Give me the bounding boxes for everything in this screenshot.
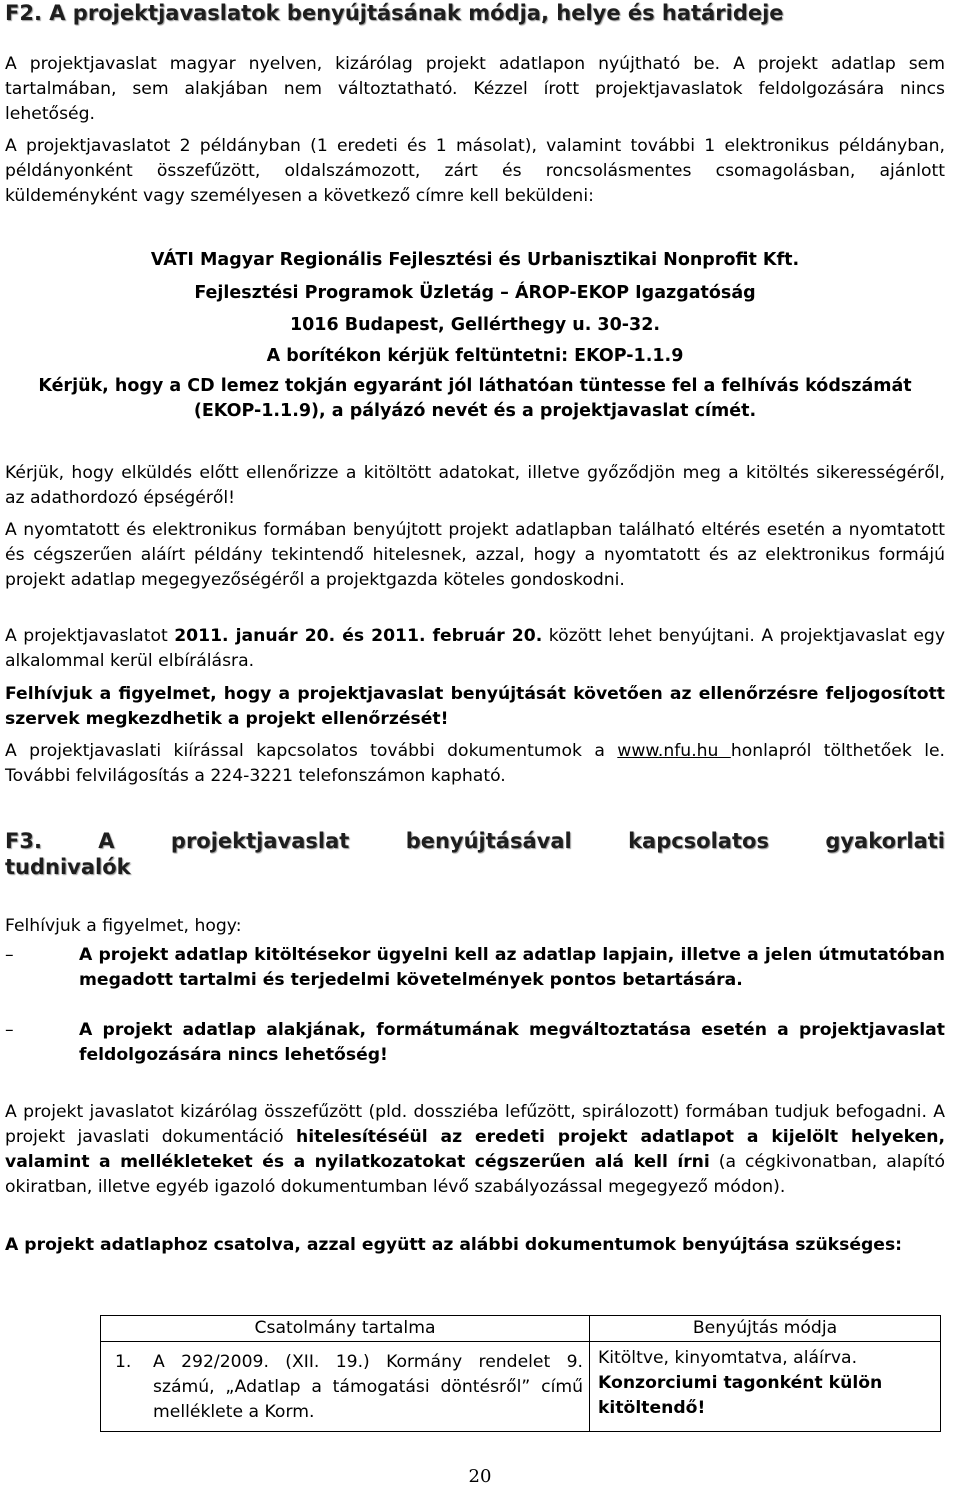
paragraph-language: A projektjavaslat magyar nyelven, kizárólag projekt adatlapon nyújtható be. A projekt adatlap sem tartalmában, sem alakjában nem változtatható. Kézzel írott projektjavaslatok feldolgozására nincs lehetőség. [5, 54, 945, 124]
section-heading-f3-line1 [5, 828, 945, 854]
table-row [101, 1342, 941, 1432]
attachment-description: A 292/2009. (XII. 19.) Kormány rendelet 9. számú, „Adatlap a támogatási döntésről” című melléklete a Korm. [153, 1352, 583, 1422]
address-envelope-note: A borítékon kérjük feltüntetni: EKOP-1.1.9 [266, 346, 684, 366]
section-heading-f3 [5, 828, 945, 880]
nfu-website-link[interactable]: www.nfu.hu [617, 741, 731, 761]
heading-word: kapcsolatos [628, 829, 769, 853]
heading-word: projektjavaslat [170, 829, 350, 853]
paragraph-binding [5, 1100, 945, 1200]
binding-text-bold: hitelesítéséül az eredeti projekt adatlapot a kijelölt helyeken, valamint a mellékleteket és a nyilatkozatokat cégszerűen alá kell írni [5, 1127, 945, 1172]
deadline-text-c: között lehet benyújtani. A projektjavaslat egy alkalommal kerül elbírálásra. [5, 626, 945, 671]
page-number: 20 [468, 1466, 492, 1487]
heading-word: A [98, 829, 115, 853]
table-header-row [101, 1316, 941, 1342]
deadline-text-a: A projektjavaslatot [5, 626, 175, 646]
address-street: 1016 Budapest, Gellérthegy u. 30-32. [289, 315, 661, 335]
heading-word: F3. [5, 829, 42, 853]
table-cell-content [101, 1342, 590, 1432]
list-item [5, 1018, 945, 1068]
heading-word: benyújtásával [405, 829, 572, 853]
column-header-mode: Benyújtás módja [590, 1316, 941, 1342]
paragraph-discrepancy: A nyomtatott és elektronikus formában benyújtott projekt adatlapban található eltérés esetén a nyomtatott és cégszerűen aláírt példány tekintendő hitelesnek, azzal, hogy a nyomtatott és az elektronikus formájú projekt adatlap megegyezőségéről a projektgazda köteles gondoskodni. [5, 520, 945, 590]
submission-mode-note: Konzorciumi tagonként külön kitöltendő! [598, 1373, 883, 1418]
attachment-number: 1. [115, 1352, 132, 1372]
deadline-date-end: 2011. február 20. [371, 626, 543, 646]
paragraph-further-docs [5, 739, 945, 789]
deadline-text-b: és [335, 626, 372, 646]
list-item [5, 943, 945, 993]
attachment-item [115, 1350, 583, 1425]
address-department: Fejlesztési Programok Üzletág – ÁROP-EKOP Igazgatóság [194, 283, 756, 303]
paragraph-check: Kérjük, hogy elküldés előtt ellenőrizze a kitöltött adatokat, illetve győződjön meg a kitöltés sikerességéről, az adathordozó épségéről! [5, 463, 945, 508]
further-docs-text-b: honlapról tölthetőek le. További felvilágosítás a 224-3221 telefonszámon kapható. [5, 741, 946, 786]
paragraph-attention-intro: Felhívjuk a figyelmet, hogy: [5, 916, 242, 936]
paragraph-copies: A projektjavaslatot 2 példányban (1 eredeti és 1 másolat), valamint további 1 elektronikus példányban, példányonként összefűzött, oldalszámozott, zárt és roncsolásmentes csomagolásban, ajánlott küldeményként vagy személyesen a következő címre kell beküldeni: [5, 136, 945, 206]
paragraph-inspection-notice: Felhívjuk a figyelmet, hogy a projektjavaslat benyújtását követően az ellenőrzésre feljogosított szervek megkezdhetik a projekt ellenőrzését! [5, 684, 945, 729]
address-organization: VÁTI Magyar Regionális Fejlesztési és Urbanisztikai Nonprofit Kft. [150, 250, 800, 270]
binding-text-a: A projekt javaslatot kizárólag összefűzött (pld. dossziéba lefűzött, spirálozott) formában tudjuk befogadni. A projekt javaslati dokumentáció [5, 1102, 945, 1147]
dash-bullet: – [5, 945, 14, 965]
submission-mode: Kitöltve, kinyomtatva, aláírva. [598, 1348, 858, 1368]
paragraph-deadline [5, 624, 945, 674]
cd-note: Kérjük, hogy a CD lemez tokján egyaránt jól láthatóan tüntesse fel a felhívás kódszámát (EKOP-1.1.9), a pályázó nevét és a projektjavaslat címét. [38, 376, 912, 421]
list-item-text: A projekt adatlap alakjának, formátumának megváltoztatása esetén a projektjavaslat feldolgozására nincs lehetőség! [79, 1020, 945, 1065]
further-docs-text-a: A projektjavaslati kiírással kapcsolatos további dokumentumok a [5, 741, 618, 761]
column-header-content: Csatolmány tartalma [101, 1316, 590, 1342]
binding-text-b: (a cégkivonatban, alapító okiratban, illetve egyéb igazoló dokumentumban lévő szabályozással megegyező módon). [5, 1152, 945, 1197]
list-item-text: A projekt adatlap kitöltésekor ügyelni kell az adatlap lapjain, illetve a jelen útmutatóban megadott tartalmi és terjedelmi követelmények pontos betartására. [79, 945, 945, 990]
section-heading-f3-line2: tudnivalók [5, 855, 131, 879]
section-heading-f2: F2. A projektjavaslatok benyújtásának módja, helye és határideje [5, 1, 784, 25]
paragraph-attachments: A projekt adatlaphoz csatolva, azzal együtt az alábbi dokumentumok benyújtása szükséges: [5, 1235, 903, 1255]
table-cell-mode [590, 1342, 941, 1432]
attachments-table [100, 1315, 941, 1432]
heading-word: gyakorlati [825, 829, 945, 853]
dash-bullet: – [5, 1020, 14, 1040]
deadline-date-start: 2011. január 20. [174, 626, 336, 646]
